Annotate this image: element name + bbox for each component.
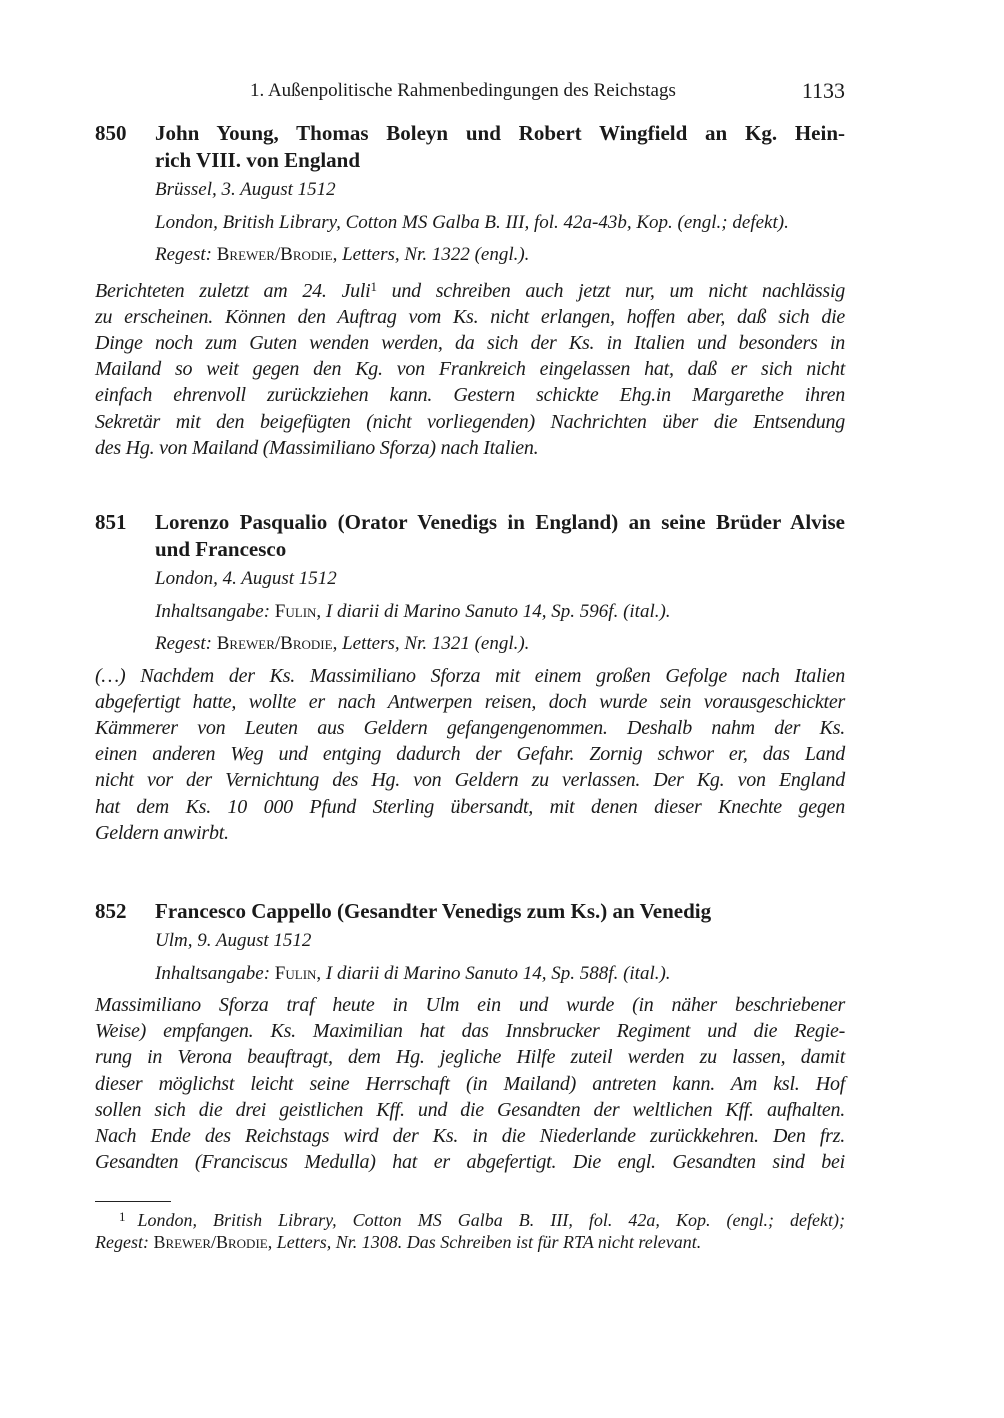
summary-line	[95, 1018, 845, 1044]
text-segment: Weise) empfangen. Ks. Maximilian hat das Innsbrucker Regiment und die Regie-	[95, 1020, 845, 1043]
title-line: und Francesco	[155, 537, 287, 561]
text-segment: dieser möglichst leicht seine Herrschaft (in Mailand) antreten kann. Am ksl. Hof	[95, 1072, 845, 1095]
text-segment: Dinge noch zum Guten wenden werden, da sich der Ks. in Italien und besonders in	[95, 331, 845, 354]
footnote	[95, 1206, 845, 1253]
summary-line	[95, 1044, 845, 1070]
text-segment: Regest:	[155, 244, 217, 265]
title-line: Francesco Cappello (Gesandter Venedigs zum Ks.) an Venedig	[155, 899, 712, 923]
text-segment: Sekretär mit den beigefügten (nicht vorliegenden) Nachrichten über die Entsendung	[95, 410, 845, 433]
entry-metadata	[155, 174, 845, 272]
entry-summary	[95, 992, 845, 1175]
summary-line	[95, 1149, 845, 1175]
summary-line	[95, 741, 845, 767]
metadata-line	[155, 925, 845, 958]
summary-line	[95, 820, 845, 846]
entry-metadata	[155, 925, 845, 990]
text-segment: Fulin,	[274, 600, 322, 622]
text-segment: Gesandten (Franciscus Medulla) hat er abgefertigt. Die engl. Gesandten sind bei	[95, 1151, 845, 1174]
text-segment: I diarii di Marino Sanuto 14, Sp. 588f. (ital.).	[321, 962, 671, 984]
summary-line	[95, 794, 845, 820]
summary-line	[95, 992, 845, 1018]
footnote-mark: 1	[119, 1209, 126, 1224]
summary-line	[95, 382, 845, 408]
metadata-line	[155, 207, 845, 240]
text-segment: Letters, Nr. 1308. Das Schreiben ist für RTA nicht relevant.	[272, 1232, 702, 1252]
metadata-line	[155, 958, 845, 991]
text-segment: abgefertigt hatte, wollte er nach Antwerpen reisen, doch wurde sein vorausgeschickter	[95, 690, 845, 713]
title-line: John Young, Thomas Boleyn und Robert Wingfield an Kg. Hein-	[155, 121, 845, 145]
title-line: rich VIII. von England	[155, 148, 361, 172]
page-number: 1133	[801, 78, 845, 103]
entry-851	[95, 509, 845, 846]
text-segment: nicht vor der Vernichtung des Hg. von Geldern zu verlassen. Der Kg. von England	[95, 769, 845, 792]
text-segment: Letters, Nr. 1322 (engl.).	[337, 244, 530, 265]
summary-line	[95, 304, 845, 330]
text-segment: Fulin,	[274, 962, 322, 984]
metadata-line	[155, 628, 845, 661]
summary-line	[95, 1071, 845, 1097]
summary-line	[95, 356, 845, 382]
entry-850	[95, 120, 845, 461]
summary-line	[95, 409, 845, 435]
metadata-line	[155, 174, 845, 207]
running-head-title: 1. Außenpolitische Rahmenbedingungen des Reichstags	[250, 80, 676, 101]
text-segment: (…) Nachdem der Ks. Massimiliano Sforza mit einem großen Gefolge nach Italien	[95, 664, 845, 687]
text-segment: des Hg. von Mailand (Massimiliano Sforza) nach Italien.	[95, 436, 539, 459]
running-head	[95, 80, 845, 108]
text-segment: Regest:	[155, 633, 217, 654]
entry-summary	[95, 274, 845, 461]
text-segment: I diarii di Marino Sanuto 14, Sp. 596f. (ital.).	[321, 600, 671, 622]
metadata-line	[155, 596, 845, 629]
text-segment: Ulm, 9. August 1512	[155, 930, 312, 951]
text-segment: Mailand so weit gegen den Kg. von Frankreich eingelassen hat, daß er sich nicht	[95, 358, 845, 381]
text-segment: Inhaltsangabe:	[155, 962, 275, 984]
metadata-line	[155, 239, 845, 272]
text-segment: Massimiliano Sforza traf heute in Ulm ein und wurde (in näher beschriebener	[95, 994, 845, 1016]
text-segment: einfach ehrenvoll zurückziehen kann. Gestern schickte Ehg.in Margarethe ihren	[95, 384, 845, 407]
text-segment: Berichteten zuletzt am 24. Juli	[95, 279, 371, 302]
text-segment: Geldern anwirbt.	[95, 821, 229, 844]
footnote-line	[95, 1206, 845, 1231]
text-segment: London, British Library, Cotton MS Galba B. III, fol. 42a-43b, Kop. (engl.; defekt).	[155, 211, 789, 233]
summary-line	[95, 330, 845, 356]
summary-line	[95, 663, 845, 689]
title-line: Lorenzo Pasqualio (Orator Venedigs in England) an seine Brüder Alvise	[155, 510, 845, 534]
text-segment: Inhaltsangabe:	[155, 600, 275, 622]
summary-line	[95, 715, 845, 741]
text-segment: Kämmerer von Leuten aus Geldern gefangengenommen. Deshalb nahm der Ks.	[95, 716, 845, 739]
entry-number: 850	[95, 121, 127, 145]
text-segment: zu erscheinen. Können den Auftrag vom Ks. nicht erlangen, hoffen aber, daß sich die	[95, 305, 845, 328]
entry-title	[155, 509, 845, 563]
text-segment: Brewer/Brodie,	[153, 1232, 273, 1252]
text-segment: Brewer/Brodie,	[216, 244, 338, 265]
footnote-line	[95, 1231, 845, 1253]
entry-summary	[95, 663, 845, 846]
text-segment: und schreiben auch jetzt nur, um nicht nachlässig	[376, 279, 845, 302]
text-segment: Nach Ende des Reichstags wird der Ks. in die Niederlande zurückkehren. Den frz.	[95, 1125, 845, 1148]
summary-line	[95, 274, 845, 304]
entry-metadata	[155, 563, 845, 661]
text-segment: Letters, Nr. 1321 (engl.).	[337, 633, 530, 654]
summary-line	[95, 767, 845, 793]
text-segment: Brüssel, 3. August 1512	[155, 179, 336, 200]
footnote-rule	[95, 1201, 171, 1202]
text-segment: London, 4. August 1512	[155, 568, 337, 589]
summary-line	[95, 1123, 845, 1149]
summary-line	[95, 435, 845, 461]
entry-title	[155, 898, 845, 925]
footnote-reference: 1	[370, 278, 377, 294]
metadata-line	[155, 563, 845, 596]
text-segment: London, British Library, Cotton MS Galba B. III, fol. 42a, Kop. (engl.; defekt);	[137, 1210, 845, 1230]
entry-number: 851	[95, 510, 127, 534]
text-segment: einen anderen Weg und entging dadurch der Gefahr. Zornig schwor er, das Land	[95, 743, 845, 766]
text-segment: hat dem Ks. 10 000 Pfund Sterling übersandt, mit denen dieser Knechte gegen	[95, 795, 845, 818]
entry-title	[155, 120, 845, 174]
text-segment: Brewer/Brodie,	[216, 633, 338, 654]
entry-852	[95, 898, 845, 1175]
text-segment: sollen sich die drei geistlichen Kff. und die Gesandten der weltlichen Kff. aufhalten.	[95, 1098, 845, 1121]
entry-number: 852	[95, 899, 127, 923]
text-segment: rung in Verona beauftragt, dem Hg. jegliche Hilfe zuteil werden zu lassen, damit	[95, 1046, 845, 1069]
summary-line	[95, 1097, 845, 1123]
text-segment: Regest:	[95, 1232, 154, 1252]
summary-line	[95, 689, 845, 715]
